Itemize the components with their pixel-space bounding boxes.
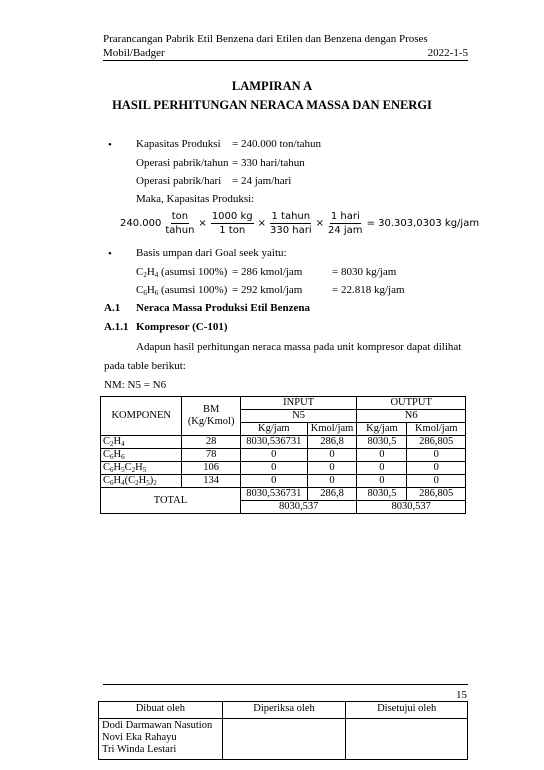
component-name: $C_2H_4$ bbox=[101, 436, 182, 449]
total-label: TOTAL bbox=[101, 488, 241, 514]
ethylene-kg: = 8030 kg/jam bbox=[332, 266, 397, 278]
header-process: Mobil/Badger bbox=[103, 47, 165, 59]
benzene-kmol: = 292 kmol/jam bbox=[232, 284, 303, 296]
eq-times-1: × bbox=[198, 217, 207, 229]
eq-times-3: × bbox=[315, 217, 324, 229]
header-n6: N6 bbox=[357, 410, 466, 423]
footer-divider bbox=[103, 684, 468, 685]
header-out-kmol: Kmol/jam bbox=[407, 423, 466, 436]
table-row: $C_6H_5C_2H_5$ 106 0 0 0 0 bbox=[101, 462, 466, 475]
approved-by-header: Disetujui oleh bbox=[346, 702, 468, 719]
made-by-header: Dibuat oleh bbox=[99, 702, 223, 719]
header-divider bbox=[103, 60, 468, 61]
appendix-subtitle: HASIL PERHITUNGAN NERACA MASSA DAN ENERGI bbox=[112, 98, 432, 112]
section-a11-title: Kompresor (C-101) bbox=[136, 321, 228, 333]
operation-year-value: = 330 hari/tahun bbox=[232, 157, 305, 169]
eq-fraction-4: $\frac{\text{1 hari}}{\text{24 jam}}$ bbox=[328, 210, 363, 236]
component-name: $C_6H_4(C_2H_5)_2$ bbox=[101, 475, 182, 488]
bullet-capacity: • bbox=[108, 139, 112, 151]
nm-equation: NM: N5 = N6 bbox=[104, 379, 167, 391]
paragraph-line-1: Adapun hasil perhitungan neraca massa pada unit kompresor dapat dilihat bbox=[136, 341, 462, 353]
checked-by-header: Diperiksa oleh bbox=[222, 702, 346, 719]
sum-input: 8030,537 bbox=[240, 501, 357, 514]
header-bm: BM (Kg/Kmol) bbox=[182, 397, 240, 436]
mass-balance-table bbox=[100, 396, 466, 514]
page-number: 15 bbox=[456, 689, 467, 701]
header-title: Prarancangan Pabrik Etil Benzena dari Etilen dan Benzena dengan Proses bbox=[103, 33, 428, 45]
header-n5: N5 bbox=[240, 410, 357, 423]
eq-fraction-3: $\frac{\text{1 tahun}}{\text{330 hari}}$ bbox=[269, 210, 312, 236]
header-komponen: KOMPONEN bbox=[101, 397, 182, 436]
section-a1-title: Neraca Massa Produksi Etil Benzena bbox=[136, 302, 310, 314]
feed-intro: Basis umpan dari Goal seek yaitu: bbox=[136, 247, 287, 259]
benzene-kg: = 22.818 kg/jam bbox=[332, 284, 405, 296]
table-row: $C_6H_6$ 78 0 0 0 0 bbox=[101, 449, 466, 462]
ethylene-kmol: = 286 kmol/jam bbox=[232, 266, 303, 278]
paragraph-line-2: pada table berikut: bbox=[104, 360, 186, 372]
header-input: INPUT bbox=[240, 397, 357, 410]
ethylene-label: $C_2H_4$ (asumsi 100%) bbox=[136, 266, 228, 279]
eq-lead: 240.000 bbox=[120, 217, 162, 229]
checked-by-cell bbox=[222, 719, 346, 760]
operation-day-value: = 24 jam/hari bbox=[232, 175, 292, 187]
signature-table bbox=[98, 701, 468, 760]
author-names bbox=[99, 719, 223, 760]
operation-year-label: Operasi pabrik/tahun bbox=[136, 157, 229, 169]
author-name: Novi Eka Rahayu bbox=[102, 732, 177, 743]
section-a1-number: A.1 bbox=[104, 302, 121, 314]
eq-times-2: × bbox=[257, 217, 266, 229]
running-header bbox=[103, 32, 468, 60]
header-in-kmol: Kmol/jam bbox=[307, 423, 357, 436]
eq-result: = 30.303,0303 kg/jam bbox=[366, 217, 480, 229]
eq-fraction-1: $\frac{\text{ton}}{\text{tahun}}$ bbox=[165, 210, 195, 236]
author-name: Dodi Darmawan Nasution bbox=[102, 720, 213, 731]
section-a11-number: A.1.1 bbox=[104, 321, 129, 333]
operation-day-label: Operasi pabrik/hari bbox=[136, 175, 222, 187]
capacity-equation bbox=[120, 207, 479, 239]
table-row: $C_2H_4$ 28 8030,536731 286,8 8030,5 286,805 bbox=[101, 436, 466, 449]
table-row: $C_6H_4(C_2H_5)_2$ 134 0 0 0 0 bbox=[101, 475, 466, 488]
component-name: $C_6H_5C_2H_5$ bbox=[101, 462, 182, 475]
bullet-feed: • bbox=[108, 248, 112, 260]
header-in-kg: Kg/jam bbox=[240, 423, 307, 436]
component-name: $C_6H_6$ bbox=[101, 449, 182, 462]
capacity-value: = 240.000 ton/tahun bbox=[232, 138, 322, 150]
total-row: TOTAL 8030,536731 286,8 8030,5 286,805 bbox=[101, 488, 466, 501]
appendix-title: LAMPIRAN A bbox=[231, 79, 313, 93]
approved-by-cell bbox=[346, 719, 468, 760]
benzene-label: $C_6H_6$ (asumsi 100%) bbox=[136, 284, 228, 297]
capacity-intro: Maka, Kapasitas Produksi: bbox=[136, 193, 255, 205]
header-code: 2022-1-5 bbox=[427, 47, 468, 59]
sum-output: 8030,537 bbox=[357, 501, 466, 514]
capacity-label: Kapasitas Produksi bbox=[136, 138, 221, 150]
header-output: OUTPUT bbox=[357, 397, 466, 410]
eq-fraction-2: $\frac{1000 kg}{\text{1 ton}}$ bbox=[211, 210, 253, 236]
header-out-kg: Kg/jam bbox=[357, 423, 407, 436]
author-name: Tri Winda Lestari bbox=[102, 744, 177, 755]
